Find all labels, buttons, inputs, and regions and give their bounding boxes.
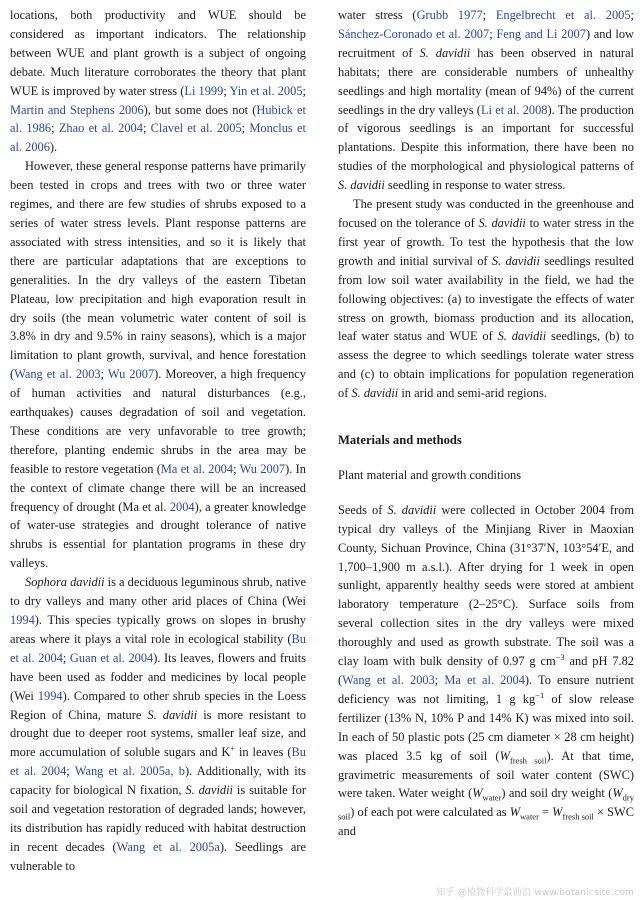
italic-text: W [552, 805, 563, 820]
superscript: −3 [555, 651, 565, 662]
italic-text: S. davidii [497, 329, 547, 344]
citation-link[interactable]: 1994 [10, 613, 35, 627]
subscript: fresh soil [509, 755, 547, 766]
italic-text: S. davidii [185, 783, 234, 798]
italic-text: W [472, 786, 483, 801]
superscript: + [230, 743, 236, 754]
italic-text: W [612, 786, 623, 801]
section-heading: Materials and methods [338, 433, 462, 448]
italic-text: W [509, 805, 521, 820]
subscript: water [520, 811, 539, 822]
citation-link[interactable]: 1994 [37, 688, 63, 703]
right-column [338, 6, 634, 841]
body-paragraph: Sophora davidii is a deciduous leguminous shrub, native to dry valleys and many other arid places of China (Wei 1994). This species typically grows on slopes in brushy areas where it plays a vital role in ecological stability (Bu et al. 2004; Guan et al. 2004). Its leaves, flowers and fruits have been used as fodder and medicines by local people (Wei 1994). Compared to other shrub species in the Loess Region of China, mature S. davidii is more resistant to drought due to deeper root systems, smaller leaf size, and more accumulation of soluble sugars and K+ in leaves (Bu et al. 2004; Wang et al. 2005a, b). Additionally, with its capacity for biological N fixation, S. davidii is suitable for soil and vegetation restoration of degraded lands; however, its distribution has rapidly reduced with habitat destruction in recent decades (Wang et al. 2005a). Seedlings are vulnerable to [10, 575, 307, 873]
citation-link[interactable]: Li 1999 [184, 83, 224, 98]
subscript: fresh soil [562, 811, 594, 822]
citation-link[interactable]: Wang et al. 2005a [116, 839, 220, 854]
citation-link[interactable]: 2004 [169, 499, 195, 514]
italic-text: S. davidii [338, 178, 385, 193]
citation-link[interactable]: Ma et al. 2004 [444, 673, 525, 687]
citation-link[interactable]: Bu et al. 2004 [10, 745, 306, 779]
body-paragraph: The present study was conducted in the greenhouse and focused on the tolerance of S. davidii to water stress in the first year of growth. To test the hypothesis that the low growth and initial survival of S. davidii seedlings resulted from low soil water availability in the field, we had the following objectives: (a) to investigate the effects of water stress on growth, biomass production and its allocation, leaf water status and WUE of S. davidii seedlings, (b) to assess the degree to which seedlings tolerate water stress and (c) to obtain implications for population regeneration of S. davidii in arid and semi-arid regions. [338, 197, 634, 401]
subsection-heading: Plant material and growth conditions [338, 467, 522, 482]
body-paragraph: water stress (Grubb 1977; Engelbrecht et al. 2005; Sánchez-Coronado et al. 2007; Feng and Li 2007) and low recruitment of S. davidii has been observed in natural habitats; there are considerable numbers of unhealthy seedlings and high mortality (mean of 94%) of the current seedlings in the dry valleys (Li et al. 2008). The production of vigorous seedlings is an important for successful plantations. Despite this information, there have been no studies of the morphological and physiological patterns of S. davidii seedling in response to water stress. [338, 8, 634, 193]
citation-link[interactable]: Li et al. 2008 [480, 102, 548, 117]
citation-link[interactable]: Clavel et al. 2005 [150, 121, 242, 136]
body-paragraph: Seeds of S. davidii were collected in October 2004 from typical dry valleys of the Minjiang River in Maoxian County, Sichuan Province, China (31°37′N, 103°54′E, and 1,700–1,900 m a.s.l.). After drying for 1 week in open sunlight, apparently healthy seeds were stored at ambient laboratory temperature (2–25°C). Surface soils from several collection sites in the dry valleys were mixed thoroughly and used as growth substrate. The soil was a clay loam with bulk density of 0.97 g $cm^{-3}$ and pH 7.82 (Wang et al. 2003; Ma et al. 2004). To ensure nutrient deficiency was not limiting, 1 g $kg^{-1}$ of slow release fertilizer (13% N, 10% P and 14% K) was mixed into soil. In each of 50 plastic pots (25 cm diameter × 28 cm height) was placed 3.5 kg of soil $(W_{fresh soil})$. At that time, gravimetric measurements of soil water content (SWC) were taken. Water weight $(W_{water})$ and soil dry weight $(W_{dry soil})$ of each pot were calculated as $W_{water} = W_{fresh soil}$ × SWC and [338, 502, 634, 839]
italic-text: W [499, 748, 510, 763]
italic-text: S. davidii [478, 215, 526, 230]
citation-link[interactable]: Sánchez-Coronado et al. 2007 [338, 26, 490, 41]
citation-link[interactable]: Feng and Li 2007 [496, 26, 586, 41]
citation-link[interactable]: Yin et al. 2005 [229, 83, 303, 98]
citation-link[interactable]: Wu 2007 [239, 461, 286, 476]
italic-text: Sophora davidii [25, 575, 105, 590]
left-column [10, 6, 306, 876]
subscript: dry soil [338, 792, 634, 822]
superscript: −1 [535, 689, 545, 700]
citation-link[interactable]: Ma et al. 2004 [160, 461, 234, 476]
italic-text: S. davidii [419, 45, 471, 60]
italic-text: S. davidii [351, 386, 399, 401]
citation-link[interactable]: Wang et al. 2003 [14, 367, 101, 382]
italic-text: S. davidii [491, 253, 540, 268]
citation-link[interactable]: Zhao et al. 2004 [58, 121, 143, 136]
citation-link[interactable]: Martin and Stephens 2006 [10, 102, 144, 117]
citation-link[interactable]: Bu et al. 2004 [10, 631, 306, 665]
citation-link[interactable]: Guan et al. 2004 [69, 650, 154, 665]
citation-link[interactable]: Engelbrecht et al. 2005 [495, 8, 631, 22]
subscript: water [482, 792, 502, 803]
italic-text: S. davidii [147, 707, 198, 722]
citation-link[interactable]: Wang et al. 2003 [342, 673, 435, 687]
citation-link[interactable]: Monclus et al. 2006 [10, 121, 306, 155]
citation-link[interactable]: Wu 2007 [107, 367, 155, 382]
watermark: 知乎 @植物科学最前沿 www.botanicsite.com [436, 888, 634, 898]
citation-link[interactable]: Wang et al. 2005a, b [74, 764, 185, 779]
citation-link[interactable]: Hubick et al. 1986 [10, 102, 306, 136]
italic-text: S. davidii [387, 502, 437, 517]
body-paragraph: However, these general response patterns have primarily been tested in crops and trees with two or three water regimes, and there are few studies of shrubs exposed to a series of water stress levels. Plant response patterns are associated with stress intensities, and so it is likely that there are particular adaptations that are exceptions to generalities. In the dry valleys of the eastern Tibetan Plateau, low precipitation and high evaporation result in dry soils (the mean volumetric water content of soil is 3.8% in dry and 9.5% in rainy seasons), which is a major limitation to plant growth, survival, and hence forestation (Wang et al. 2003; Wu 2007). Moreover, a high frequency of human activities and natural disturbances (e.g., earthquakes) causes degradation of soil and vegetation. These conditions are very unfavorable to tree growth; therefore, planting endemic shrubs in the area may be feasible to restore vegetation (Ma et al. 2004; Wu 2007). In the context of climate change there will be an increased frequency of drought (Ma et al. 2004), a greater knowledge of water-use strategies and drought tolerance of native shrubs is essential for plantation programs in these dry valleys. [10, 159, 306, 571]
citation-link[interactable]: Grubb 1977 [416, 8, 483, 22]
body-paragraph: locations, both productivity and WUE should be considered as important indicators. The relationship between WUE and plant growth is a subject of ongoing debate. Much literature corroborates the theory that plant WUE is improved by water stress (Li 1999; Yin et al. 2005; Martin and Stephens 2006), but some does not (Hubick et al. 1986; Zhao et al. 2004; Clavel et al. 2005; Monclus et al. 2006). [10, 8, 306, 155]
